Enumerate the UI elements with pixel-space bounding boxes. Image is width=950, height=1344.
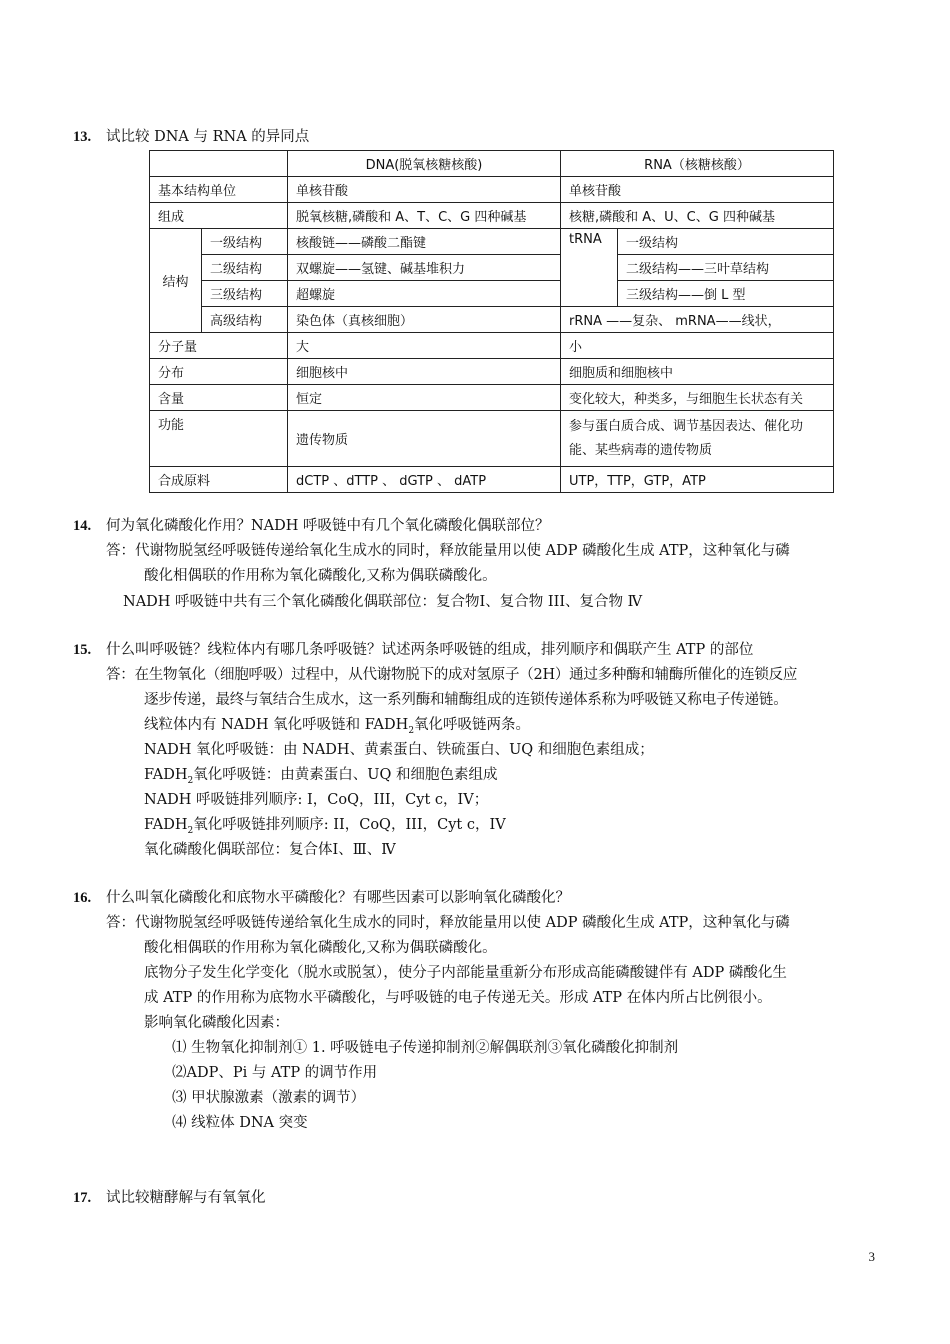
header-rna: RNA（核糖核酸） <box>561 151 834 177</box>
table-header-row <box>150 151 834 177</box>
q15-answer-line: 线粒体内有 NADH 氧化呼吸链和 $FADH_2$氧化呼吸链两条。 <box>144 717 531 736</box>
cell-rna: 二级结构——三叶草结构 <box>618 255 834 281</box>
q16-heading <box>73 887 570 909</box>
table-corner-cell <box>150 151 288 177</box>
level-label: 一级结构 <box>202 229 288 255</box>
q16-factor-line: ⑵ADP、Pi 与 ATP 的调节作用 <box>172 1065 378 1081</box>
q16-answer-line: 影响氧化磷酸化因素： <box>144 1015 289 1031</box>
cell-dna: 单核苷酸 <box>288 177 561 203</box>
q15-answer-line: $FADH_2$氧化呼吸链：由黄素蛋白、UQ 和细胞色素组成 <box>144 767 498 786</box>
q13-title: 试比较 DNA 与 RNA 的异同点 <box>106 129 310 145</box>
q15-number: 15. <box>73 642 92 658</box>
trna-label: tRNA <box>561 229 618 307</box>
q16-answer-line: 底物分子发生化学变化（脱水或脱氢），使分子内部能量重新分布形成高能磷酸键伴有 ADP 磷酸化生 <box>144 965 787 981</box>
table-row <box>150 359 834 385</box>
cell-dna: dCTP 、dTTP 、 dGTP 、 dATP <box>288 467 561 493</box>
cell-rna: 参与蛋白质合成、调节基因表达、催化功能、某些病毒的遗传物质 <box>561 411 834 467</box>
table-row <box>150 307 834 333</box>
q16-factor-line: ⑴ 生物氧化抑制剂① 1. 呼吸链电子传递抑制剂②解偶联剂③氧化磷酸化抑制剂 <box>172 1040 679 1056</box>
q14-title: 何为氧化磷酸化作用？NADH 呼吸链中有几个氧化磷酸化偶联部位？ <box>106 518 550 534</box>
q16-answer-line: 成 ATP 的作用称为底物水平磷酸化，与呼吸链的电子传递无关。形成 ATP 在体内所占比例很小。 <box>144 990 772 1006</box>
cell-dna: 脱氧核糖,磷酸和 A、T、C、G 四种碱基 <box>288 203 561 229</box>
q16-answer-line: 酸化相偶联的作用称为氧化磷酸化,又称为偶联磷酸化。 <box>144 940 497 956</box>
q17-title: 试比较糖酵解与有氧氧化 <box>106 1190 266 1206</box>
table-row <box>150 177 834 203</box>
row-label: 组成 <box>150 203 288 229</box>
level-label: 高级结构 <box>202 307 288 333</box>
cell-rna: rRNA ——复杂、 mRNA——线状， <box>561 307 834 333</box>
q16-number: 16. <box>73 890 92 906</box>
cell-dna: 大 <box>288 333 561 359</box>
q15-answer-line: NADH 氧化呼吸链：由 NADH、黄素蛋白、铁硫蛋白、UQ 和细胞色素组成； <box>144 742 654 758</box>
q17-number: 17. <box>73 1190 92 1206</box>
table-row <box>150 203 834 229</box>
q14-answer-line: NADH 呼吸链中共有三个氧化磷酸化偶联部位：复合物Ⅰ、复合物 III、复合物 Ⅳ <box>123 594 643 610</box>
cell-rna: UTP，TTP，GTP，ATP <box>561 467 834 493</box>
q14-heading <box>73 515 550 537</box>
cell-rna: 核糖,磷酸和 A、U、C、G 四种碱基 <box>561 203 834 229</box>
header-dna: DNA(脱氧核糖核酸) <box>288 151 561 177</box>
cell-rna: 细胞质和细胞核中 <box>561 359 834 385</box>
level-label: 二级结构 <box>202 255 288 281</box>
row-label: 分布 <box>150 359 288 385</box>
cell-rna: 变化较大，种类多，与细胞生长状态有关 <box>561 385 834 411</box>
row-label: 基本结构单位 <box>150 177 288 203</box>
q16-factor-line: ⑶ 甲状腺激素（激素的调节） <box>172 1090 366 1106</box>
cell-rna: 小 <box>561 333 834 359</box>
cell-dna: 核酸链——磷酸二酯键 <box>288 229 561 255</box>
q16-title: 什么叫氧化磷酸化和底物水平磷酸化？有哪些因素可以影响氧化磷酸化？ <box>106 890 570 906</box>
table-row <box>150 255 834 281</box>
level-label: 三级结构 <box>202 281 288 307</box>
q16-factor-line: ⑷ 线粒体 DNA 突变 <box>172 1115 308 1131</box>
table-row <box>150 281 834 307</box>
cell-dna: 遗传物质 <box>288 411 561 467</box>
cell-rna: 三级结构——倒 L 型 <box>618 281 834 307</box>
q14-number: 14. <box>73 518 92 534</box>
q15-answer-line: NADH 呼吸链排列顺序: I，CoQ，III，Cyt c，IV； <box>144 792 489 808</box>
q15-answer-line: 逐步传递，最终与氧结合生成水，这一系列酶和辅酶组成的连锁传递体系称为呼吸链又称电子传递链。 <box>144 692 788 708</box>
page-number: 3 <box>868 1249 875 1264</box>
table-row <box>150 467 834 493</box>
cell-dna: 双螺旋——氢键、碱基堆积力 <box>288 255 561 281</box>
row-label: 合成原料 <box>150 467 288 493</box>
q15-answer-line: $FADH_2$氧化呼吸链排列顺序: II，CoQ，III，Cyt c，IV <box>144 817 506 836</box>
cell-rna: 一级结构 <box>618 229 834 255</box>
dna-rna-comparison-table <box>149 150 834 493</box>
q14-answer-line: 酸化相偶联的作用称为氧化磷酸化,又称为偶联磷酸化。 <box>144 568 497 584</box>
q17-heading <box>73 1187 266 1209</box>
q16-answer-line: 答：代谢物脱氢经呼吸链传递给氧化生成水的同时，释放能量用以使 ADP 磷酸化生成 ATP，这种氧化与磷 <box>106 915 790 931</box>
table-row <box>150 229 834 255</box>
cell-dna: 染色体（真核细胞） <box>288 307 561 333</box>
cell-dna: 超螺旋 <box>288 281 561 307</box>
q15-heading <box>73 639 753 661</box>
q13-number: 13. <box>73 129 92 145</box>
cell-rna: 单核苷酸 <box>561 177 834 203</box>
structure-label: 结构 <box>150 229 202 333</box>
table-row <box>150 333 834 359</box>
row-label: 功能 <box>150 411 288 467</box>
q13-heading <box>73 126 309 148</box>
cell-dna: 细胞核中 <box>288 359 561 385</box>
table-row <box>150 411 834 467</box>
q15-answer-line: 氧化磷酸化偶联部位：复合体Ⅰ、Ⅲ、Ⅳ <box>144 842 396 858</box>
row-label: 含量 <box>150 385 288 411</box>
q15-answer-line: 答：在生物氧化（细胞呼吸）过程中，从代谢物脱下的成对氢原子（2H）通过多种酶和辅酶所催化的连锁反应 <box>106 667 798 683</box>
table-row <box>150 385 834 411</box>
row-label: 分子量 <box>150 333 288 359</box>
q15-title: 什么叫呼吸链？线粒体内有哪几条呼吸链？试述两条呼吸链的组成，排列顺序和偶联产生 ATP 的部位 <box>106 642 754 658</box>
q14-answer-line: 答：代谢物脱氢经呼吸链传递给氧化生成水的同时，释放能量用以使 ADP 磷酸化生成 ATP，这种氧化与磷 <box>106 543 790 559</box>
cell-dna: 恒定 <box>288 385 561 411</box>
